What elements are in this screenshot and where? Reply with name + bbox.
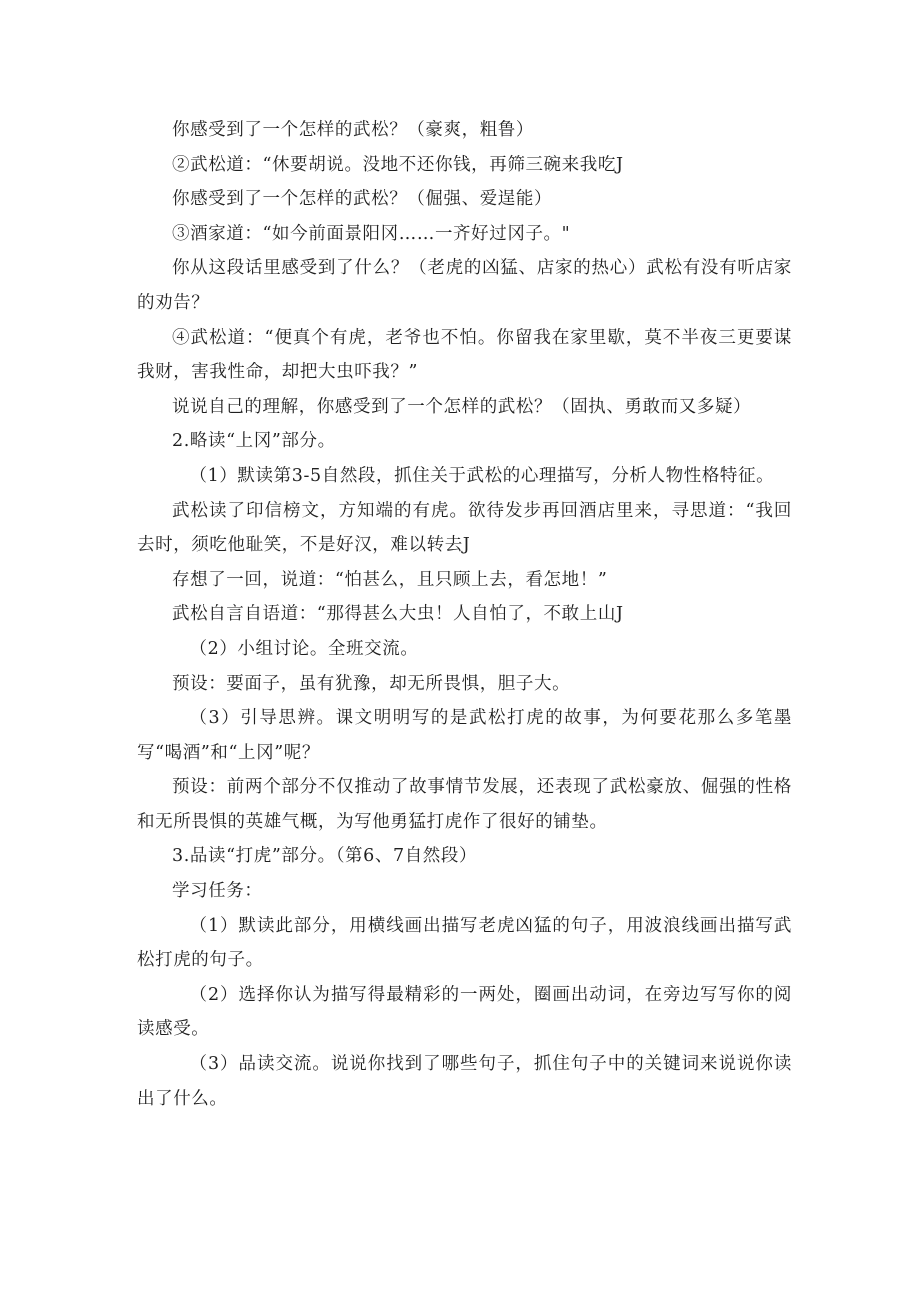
paragraph-question-4: 说说自己的理解，你感受到了一个怎样的武松？（固执、勇敢而又多疑） (172, 396, 752, 417)
learning-task-3: （3）品读交流。说说你找到了哪些句子，抓住句子中的关键词来说说你读出了什么。 (137, 1054, 792, 1109)
paragraph-excerpt-3: 武松自言自语道：“那得甚么大虫！人自怕了，不敢上山J (172, 604, 624, 625)
learning-task-1: （1）默读此部分，用横线画出描写老虎凶猛的句子，用波浪线画出描写武松打虎的句子。 (137, 915, 792, 971)
paragraph-preset-2: 预设：前两个部分不仅推动了故事情节发展，还表现了武松豪放、倔强的性格和无所畏惧的英雄气概，为写他勇猛打虎作了很好的铺垫。 (137, 777, 792, 832)
paragraph-question-3: 你从这段话里感受到了什么？（老虎的凶猛、店家的热心）武松有没有听店家的劝告？ (137, 258, 792, 313)
document-body (137, 113, 792, 1116)
paragraph-question-1: 你感受到了一个怎样的武松？（豪爽，粗鲁） (172, 120, 534, 140)
paragraph-excerpt-1: 武松读了印信榜文，方知端的有虎。欲待发步再回酒店里来，寻思道：“我回去时，须吃他耻笑，不是好汉，难以转去J (137, 500, 792, 556)
paragraph-excerpt-2: 存想了一回，说道：“怕甚么，且只顾上去，看怎地！” (172, 569, 608, 590)
paragraph-quote-2: ②武松道：“休要胡说。没地不还你钱，再筛三碗来我吃J (172, 154, 624, 175)
section-heading-2: 2.略读“上冈”部分。 (172, 431, 336, 452)
learning-task-label: 学习任务： (172, 881, 263, 902)
paragraph-quote-3: ③酒家道：“如今前面景阳冈……一齐好过冈子。" (172, 223, 571, 244)
task-item-3: （3）引导思辨。课文明明写的是武松打虎的故事，为何要花那么多笔墨写“喝酒”和“上冈”呢？ (137, 708, 792, 763)
task-item-2: （2）小组讨论。全班交流。 (189, 638, 419, 659)
learning-task-2: （2）选择你认为描写得最精彩的一两处，圈画出动词，在旁边写写你的阅读感受。 (137, 984, 792, 1040)
section-heading-3: 3.品读“打虎”部分。（第6、7自然段） (172, 846, 478, 867)
task-item-1: （1）默读第3-5自然段，抓住关于武松的心理描写，分析人物性格特征。 (189, 465, 775, 486)
paragraph-quote-4: ④武松道：“便真个有虎，老爷也不怕。你留我在家里歇，莫不半夜三更要谋我财，害我性命，却把大虫吓我？” (137, 327, 792, 383)
paragraph-question-2: 你感受到了一个怎样的武松？（倔强、爱逞能） (172, 189, 553, 210)
paragraph-preset-1: 预设：要面子，虽有犹豫，却无所畏惧，胆子大。 (172, 673, 571, 694)
